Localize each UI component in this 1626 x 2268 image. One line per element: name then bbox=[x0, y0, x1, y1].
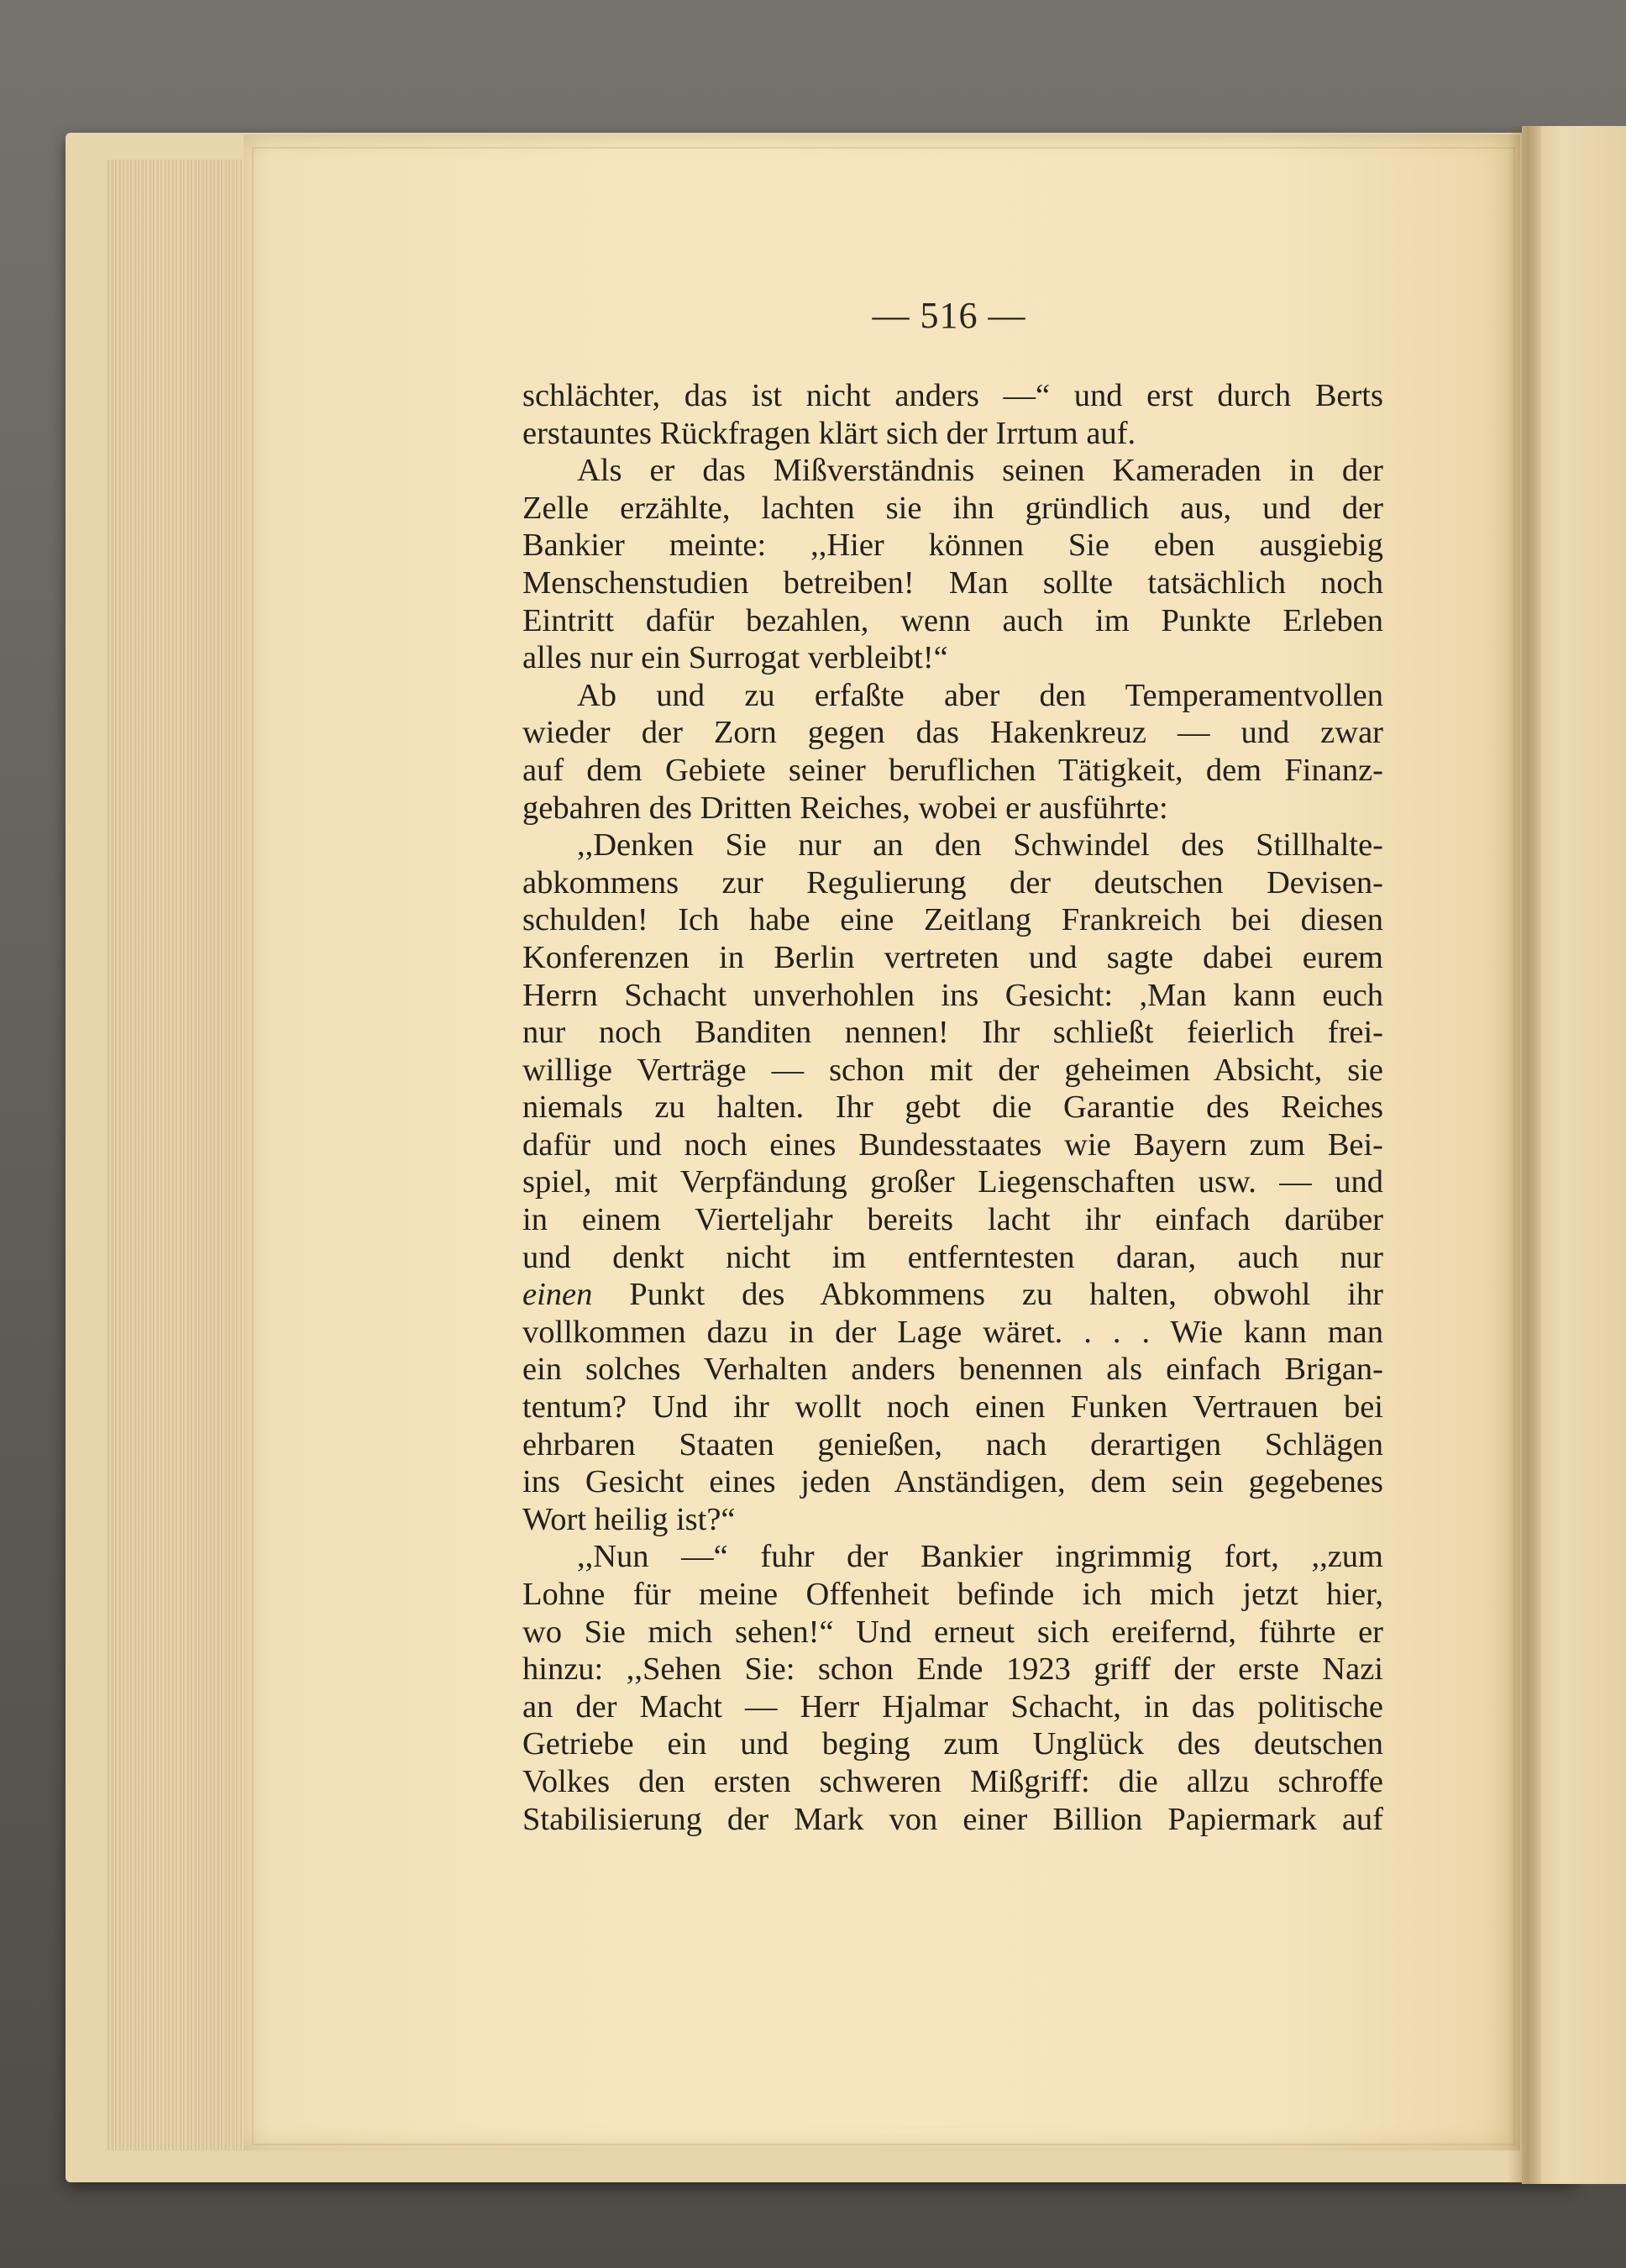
text-line: Stabilisierung der Mark von einer Billion Papiermark auf bbox=[522, 1801, 1383, 1837]
text-line: an der Macht — Herr Hjalmar Schacht, in das politische bbox=[522, 1688, 1383, 1725]
text-line: in einem Vierteljahr bereits lacht ihr einfach darüber bbox=[522, 1202, 1383, 1238]
text-line: Herrn Schacht unverhohlen ins Gesicht: ,Man kann euch bbox=[522, 977, 1383, 1013]
text-line: Getriebe ein und beging zum Unglück des deutschen bbox=[522, 1726, 1383, 1762]
text-line: nur noch Banditen nennen! Ihr schließt feierlich frei- bbox=[522, 1015, 1383, 1051]
text-line: ,,Denken Sie nur an den Schwindel des Stillhalte- bbox=[577, 827, 1383, 864]
text-line: erstauntes Rückfragen klärt sich der Irrtum auf. bbox=[522, 415, 1136, 451]
body-text bbox=[522, 377, 1383, 1838]
text-line bbox=[522, 1276, 1383, 1314]
text-line: Zelle erzählte, lachten sie ihn gründlich aus, und der bbox=[522, 490, 1383, 526]
text-line: Als er das Mißverständnis seinen Kameraden in der bbox=[577, 453, 1383, 489]
text-line: abkommens zur Regulierung der deutschen Devisen- bbox=[522, 864, 1383, 900]
text-line: und denkt nicht im entferntesten daran, auch nur bbox=[522, 1239, 1383, 1275]
text-line: willige Verträge — schon mit der geheimen Absicht, sie bbox=[522, 1052, 1383, 1088]
text-line: niemals zu halten. Ihr gebt die Garantie des Reiches bbox=[522, 1089, 1383, 1126]
text-line: spiel, mit Verpfändung großer Liegenschaften usw. — und bbox=[522, 1164, 1383, 1200]
text-line: Konferenzen in Berlin vertreten und sagte dabei eurem bbox=[522, 939, 1383, 975]
text-line: gebahren des Dritten Reiches, wobei er ausführte: bbox=[522, 790, 1168, 826]
text-line: wieder der Zorn gegen das Hakenkreuz — und zwar bbox=[522, 715, 1383, 751]
text-line: ehrbaren Staaten genießen, nach derartigen Schlägen bbox=[522, 1426, 1383, 1462]
text-line: ein solches Verhalten anders benennen als einfach Brigan- bbox=[522, 1352, 1383, 1388]
text-line: alles nur ein Surrogat verbleibt!“ bbox=[522, 640, 948, 676]
text-line: hinzu: ,,Sehen Sie: schon Ende 1923 griff der erste Nazi bbox=[522, 1651, 1383, 1688]
text-line: schlächter, das ist nicht anders —“ und erst durch Berts bbox=[522, 378, 1383, 413]
text-line: Eintritt dafür bezahlen, wenn auch im Punkte Erleben bbox=[522, 602, 1383, 638]
text-line: schulden! Ich habe eine Zeitlang Frankreich bei diesen bbox=[522, 902, 1383, 938]
page-number: — 516 — bbox=[872, 295, 1026, 336]
text-line: wo Sie mich sehen!“ Und erneut sich ereifernd, führte er bbox=[522, 1614, 1383, 1650]
text-line-rest: Punkt des Abkommens zu halten, obwohl ihr bbox=[592, 1277, 1383, 1313]
text-line: dafür und noch eines Bundesstaates wie Bayern zum Bei- bbox=[522, 1126, 1383, 1163]
text-line: ins Gesicht eines jeden Anständigen, dem sein gegebenes bbox=[522, 1464, 1383, 1500]
page-edges bbox=[108, 160, 242, 2150]
emphasis-word: einen bbox=[522, 1277, 593, 1313]
text-line: Bankier meinte: ,,Hier können Sie eben ausgiebig bbox=[522, 528, 1383, 564]
text-line: Menschenstudien betreiben! Man sollte tatsächlich noch bbox=[522, 564, 1383, 601]
text-line: tentum? Und ihr wollt noch einen Funken Vertrauen bei bbox=[522, 1389, 1383, 1425]
text-line: Lohne für meine Offenheit befinde ich mich jetzt hier, bbox=[522, 1577, 1383, 1612]
text-line: Wort heilig ist?“ bbox=[522, 1501, 736, 1537]
text-line: ,,Nun —“ fuhr der Bankier ingrimmig fort, ,,zum bbox=[577, 1539, 1383, 1575]
text-line: Ab und zu erfaßte aber den Temperamentvollen bbox=[577, 677, 1383, 713]
text-line: Volkes den ersten schweren Mißgriff: die allzu schroffe bbox=[522, 1763, 1383, 1799]
text-line: auf dem Gebiete seiner beruflichen Tätigkeit, dem Finanz- bbox=[522, 752, 1383, 788]
spine-shadow bbox=[1508, 126, 1541, 2184]
text-line: vollkommen dazu in der Lage wäret. . . . Wie kann man bbox=[522, 1314, 1383, 1350]
